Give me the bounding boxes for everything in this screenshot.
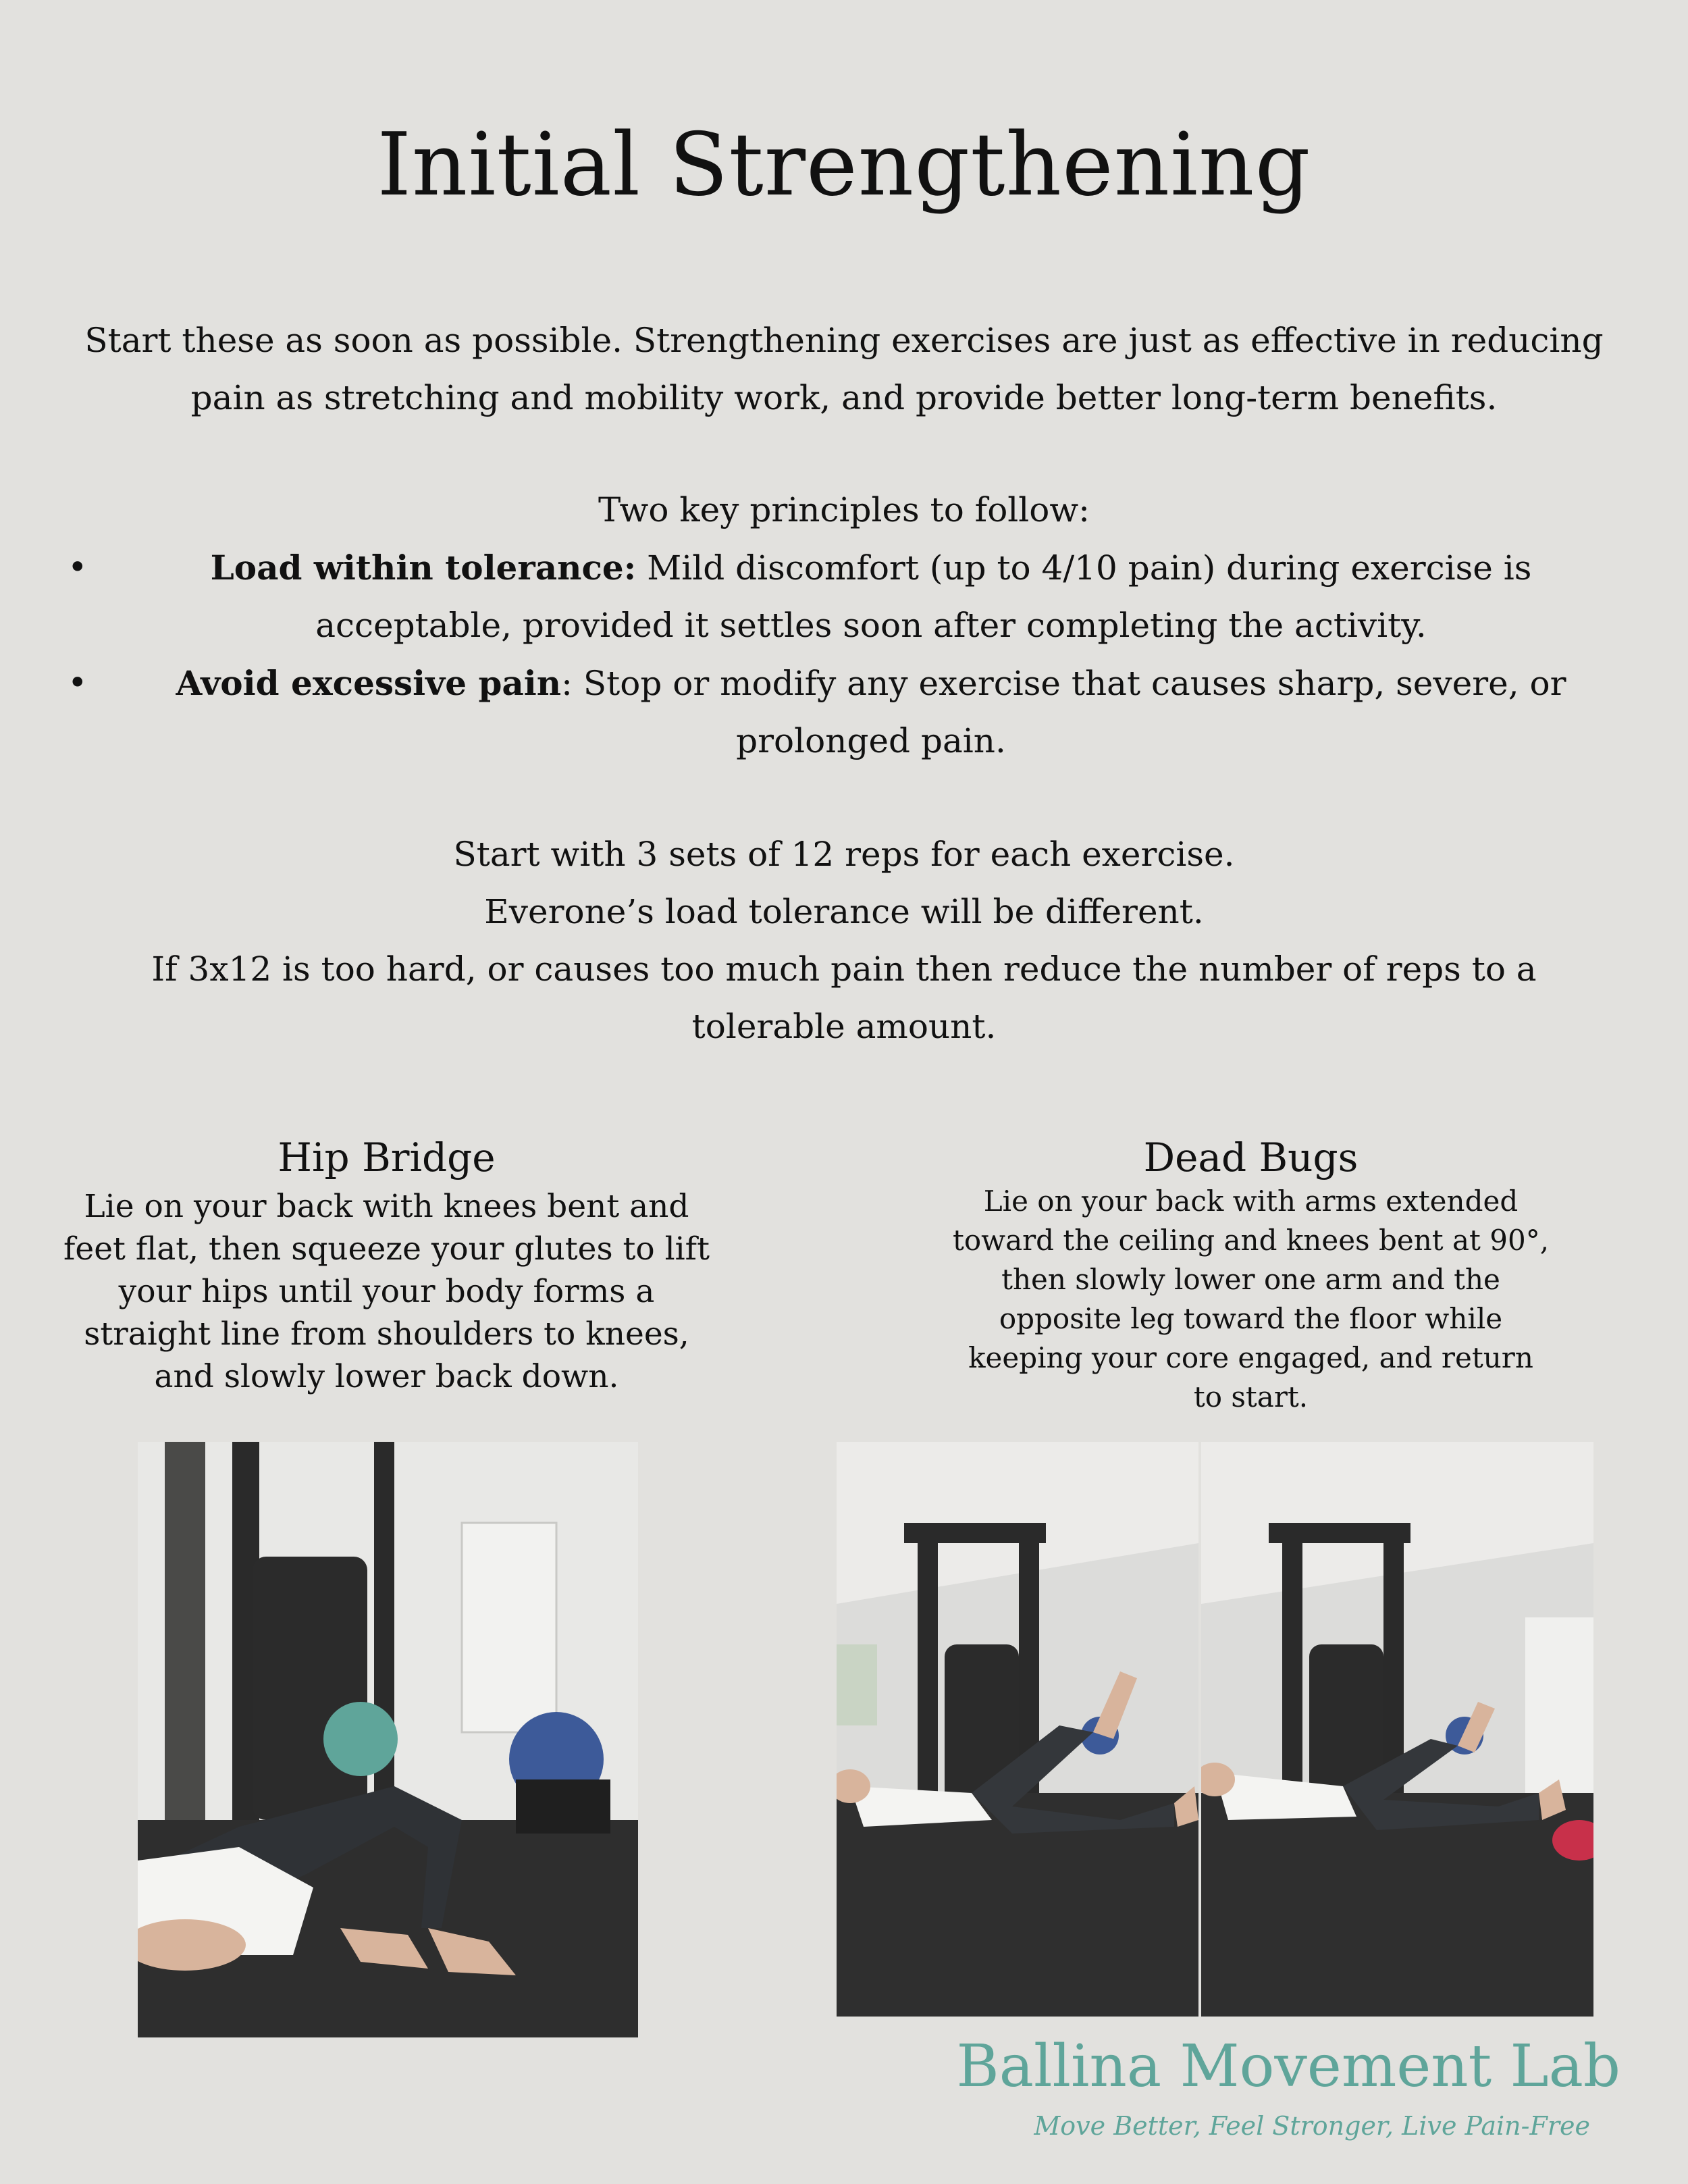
principle-label: Avoid excessive pain	[176, 663, 562, 703]
principle-item	[61, 539, 1634, 654]
reps-line: Start with 3 sets of 12 reps for each exercise.	[453, 835, 1235, 874]
dead-bugs-photo-extend	[1201, 1442, 1593, 2017]
hip-bridge-description: Lie on your back with knees bent and feet flat, then squeeze your glutes to lift your hips until your body forms a straight line from shoulders to knees, and slowly lower back down.	[63, 1188, 710, 1395]
brand-name: Ballina Movement Lab	[956, 2033, 1620, 2100]
principle-text: Mild discomfort (up to 4/10 pain) during exercise is acceptable, provided it settles soon after completing the activity.	[315, 548, 1532, 645]
reps-guidance	[95, 826, 1593, 1056]
principle-label: Load within tolerance:	[210, 548, 637, 588]
dead-bugs-description: Lie on your back with arms extended toward the ceiling and knees bent at 90°, then slowly lower one arm and the opposite leg toward the floor while keeping your core engaged, and return to start.	[952, 1185, 1550, 1413]
principle-item	[61, 654, 1634, 770]
dead-bugs-title: Dead Bugs	[1143, 1135, 1359, 1180]
reps-line: Everone’s load tolerance will be different.	[484, 892, 1204, 931]
hip-bridge-photo	[138, 1442, 638, 2037]
intro-paragraph: Start these as soon as possible. Strengthening exercises are just as effective in reducing pain as stretching and mobility work, and provide better long-term benefits.	[84, 321, 1604, 417]
reps-line: If 3x12 is too hard, or causes too much pain then reduce the number of reps to a tolerable amount.	[151, 950, 1537, 1046]
principle-text: : Stop or modify any exercise that causes sharp, severe, or prolonged pain.	[561, 664, 1566, 760]
bullet-point: •	[68, 548, 88, 587]
hip-bridge-title: Hip Bridge	[278, 1135, 496, 1180]
bullet-point: •	[68, 663, 88, 702]
principles-heading: Two key principles to follow:	[598, 490, 1090, 529]
page-title: Initial Strengthening	[377, 115, 1311, 215]
dead-bugs-photo-start	[837, 1442, 1198, 2017]
brand-tagline: Move Better, Feel Stronger, Live Pain-Free	[1034, 2111, 1590, 2141]
principles-list	[61, 539, 1634, 770]
